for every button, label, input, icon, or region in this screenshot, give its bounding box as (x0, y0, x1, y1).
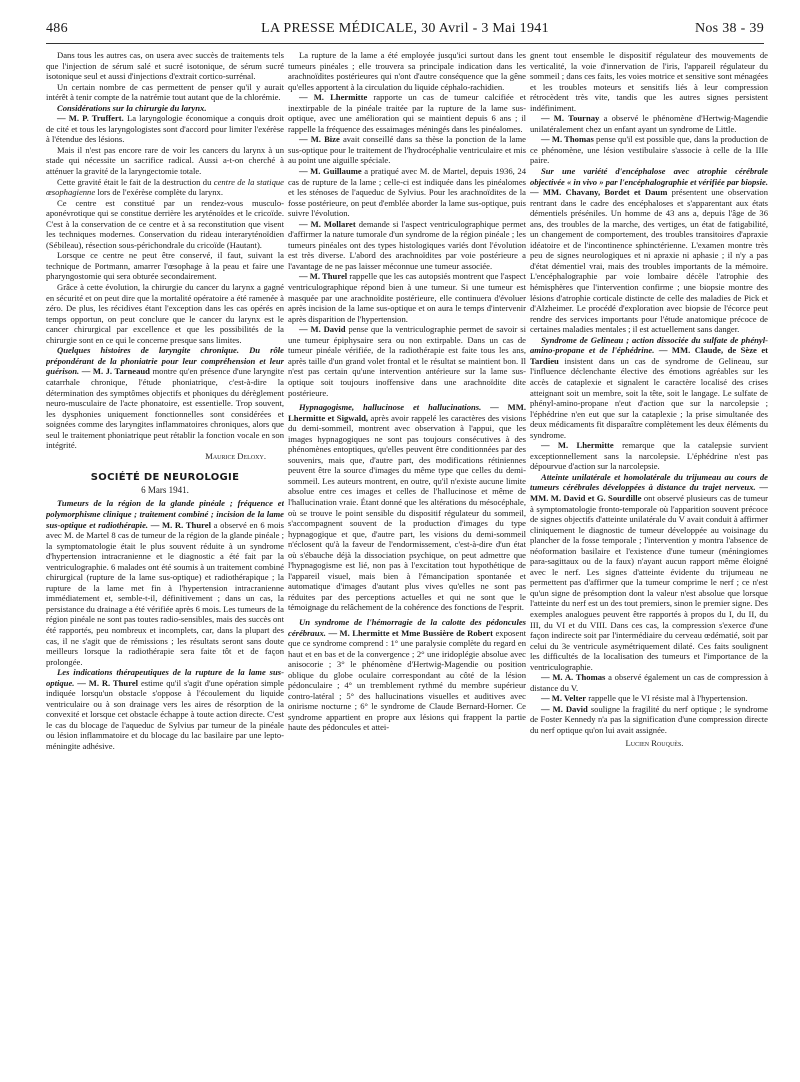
paragraph: — M. Mollaret demande si l'aspect ventriculographique permet d'affirmer la nature tumorale d'un syndrome de la région pinéale ; les tumeurs pinéales ont des types histologiques variés dont l'évolution est très diverse. L'abord des arachnoïdites par voie postérieure a l'avantage de ne pas laisser méconnue une tumeur associée. (288, 218, 526, 271)
column-1 (46, 50, 284, 1070)
paragraph: La rupture de la lame a été employée jusqu'ici surtout dans les tumeurs pinéales ; elle trouvera sa principale indication dans les arachnoïdites postérieures qui n'ont d'autre conséquence que la gêne qu'elles apportent à la circulation du liquide céphalo-rachidien. (288, 50, 526, 92)
author: — MM. Claude, de Sèze et Tardieu (530, 345, 768, 366)
paragraph: — M. Thurel rappelle que les cas autopsiés montrent que l'aspect ventriculographique répond bien à une tumeur. Si une tumeur est masquée par une arachnoïdite postérieure, elle continuera d'évoluer après incision de la lame sus-optique et on aura le temps d'intervenir après disparition de l'hypertension. (288, 271, 526, 324)
section-heading: Un syndrome de l'hémorragie de la calotte des pédoncules cérébraux. — M. Lhermitte et Mme Bussière de Robert exposent que ce syndrome comprend : 1° une paralysie complète du regard en haut et en bas et de la convergence ; 2° une iridoplégie absolue avec anisocorie ; 3° le phénomène d'Hertwig-Magendie ou position oblique du globe oculaire correspondant au côté de la lésion pédonculaire ; 4° un tremblement rythmé du membre supérieur contro-latéral ; 5° des hallucinations visuelles et auditives avec onirisme nocturne ; 6° le syndrome de Claude Bernard-Horner. Ce syndrome appartient en propre aux lésions qui frappent la partie haute des pédoncules et attei- (288, 616, 526, 733)
section-heading: Les indications thérapeutiques de la rupture de la lame sus-optique. — M. R. Thurel estime qu'il s'agit d'une opération simple indiquée lorsqu'un obstacle s'oppose à l'écoulement du liquide ventriculaire ou à son drainage vers les aires de résorption de la convexité et lorsque cet obstacle échappe à toute action directe. C'est le cas du blocage de l'aqueduc de Sylvius par tumeur de la pinéale ou lésion inflammatoire et du blocage du lac basilaire par une lepto-méningite adhésive. (46, 667, 284, 751)
session-date: 6 Mars 1941. (141, 484, 189, 495)
author: — M. A. Thomas (541, 672, 606, 683)
author: — M. David (299, 324, 346, 335)
page-number: 486 (46, 21, 68, 36)
paragraph: Cette gravité était le fait de la destruction du centre de la statique œsophagienne lors de l'exérèse complète du larynx. (46, 176, 284, 198)
paragraph: — M. A. Thomas a observé également un cas de compression à distance du V. (530, 672, 768, 693)
paragraph: Dans tous les autres cas, on usera avec succès de traitements tels que l'injection de sérum salé et sucré isotonique, de sérum sucré isotonique seul et aussi d'injections d'extrait cortico-surrénal. (46, 50, 284, 82)
section-heading: Syndrome de Gelineau ; action dissociée du sulfate de phényl-amino-propane et de l'éphédrine. — MM. Claude, de Sèze et Tardieu insistent dans un cas de syndrome de Gelineau, sur l'influence déclenchante élective des émotions agréables sur les accès de cataplexie et signalent le caractère localisé des crises atteignant soit un membre, soit la tête, soit le langage. Le sulfate de phényl-amino-propane n'eut d'action que sur la narcolepsie ; l'éphédrine n'en eut que sur la cataplexie ; la prise simultanée des deux médicaments fit disparaître complètement les deux éléments du syndrome. (530, 334, 768, 440)
author: — M. Lhermitte (299, 92, 368, 103)
author: — MM. Chavany, Bordet et Daum (530, 187, 668, 198)
author: — M. J. Tarneaud (81, 366, 150, 377)
paragraph: Ce centre est constitué par un rendez-vous musculo-aponévrotique qui se constitue derrière les aryténoïdes et le cricoïde. C'est à la conservation de ce centre et à sa reconstitution que visent les techniques modernes. Conservation du rideau interaryténoïdien (Sébileau), résection sous-périchondrale du cricoïde (Hautant). (46, 197, 284, 250)
paragraph: — M. Lhermitte rapporte un cas de tumeur calcifiée et inextirpable de la pinéale traitée par la rupture de la lame sus-optique, avec une amélioration qui se maintient depuis 6 ans ; il rappelle la fréquence des essaimages méningés dans les pinéalomes. (288, 92, 526, 134)
paragraph: — M. David souligne la fragilité du nerf optique ; le syndrome de Foster Kennedy n'a pas la signification d'une compression directe du nerf optique qu'on lui avait assignée. (530, 703, 768, 735)
column-3 (530, 50, 768, 1070)
section-heading: Tumeurs de la région de la glande pinéale ; fréquence et polymorphisme clinique ; traitement combiné ; incision de la lame sus-optique et radiothérapie. — M. R. Thurel a observé en 6 mois avec M. de Martel 8 cas de tumeur de la région de la glande pinéale ; la symptomatologie était le plus souvent réduite à un syndrome d'hypertension intracranienne et le diagnostic a été fait par la ventriculographie. 6 malades ont été soumis à un traitement combiné chirurgical (rupture de la lame sus-optique) et radiothérapique ; la rupture de la lame met fin à l'hypertension intracranienne immédiatement et, semble-t-il, définitivement ; dans un cas, la persistance du drainage a été vérifiée après 6 mois. Les tumeurs de la région pinéale ne sont pas toutes radio-sensibles, mais des succès ont été rapportés, peu nombreux et incomplets, car, dans la plupart des cas, il ne s'agit que de rémissions ; les résultats seront sans doute meilleurs lorsque la radiothérapie sera faite tôt et de façon prolongée. (46, 498, 284, 667)
paragraph: gnent tout ensemble le dispositif régulateur des mouvements de verticalité, la voie d'innervation de l'iris, l'appareil régulateur du sommeil ; dans ces faits, les voies motrice et sensitive sont ménagées et les troubles moteurs et sensitifs liés à leur compression rétrocèdent très vite, tandis que les autres signes persistent indéfiniment. (530, 50, 768, 113)
author: — M. R. Thurel (77, 677, 139, 688)
paragraph: — M. Bize avait conseillé dans sa thèse la ponction de la lame sus-optique pour le traitement de l'hydrocéphalie ventriculaire et mis au point une aiguille spéciale. (288, 134, 526, 166)
author: — M. Guillaume (299, 166, 362, 177)
author: — MM. Lhermitte et Sigwald, (288, 402, 526, 423)
signature: Maurice Deloxy. (205, 450, 266, 461)
society-title: SOCIÉTÉ DE NEUROLOGIE (90, 472, 240, 484)
signature: Lucien Rouquès. (625, 737, 684, 748)
paragraph: Grâce à cette évolution, la chirurgie du cancer du larynx a gagné en sécurité et on peut dire que la mortalité opératoire a été ramenée à zéro. De plus, les récidives étant l'exception dans les cas opérés en temps opportun, on peut conclure que le cancer du larynx est le cancer chirurgical par excellence et que les possibilités de la chirurgie sont en ce qui le concerne presque sans limites. (46, 282, 284, 345)
paragraph: — M. Tournay a observé le phénomène d'Hertwig-Magendie unilatéralement chez un enfant ayant un syndrome de Little. (530, 113, 768, 134)
section-heading: Hypnagogisme, hallucinose et hallucinations. — MM. Lhermitte et Sigwald, après avoir rappelé les caractères des visions du demi-sommeil, montrent avec observation à l'appui, que les images hypnagogiques ne sont pas toujours consécutives à des phénomènes entoptiques, qu'elles peuvent être conditionnées par des souvenirs, mais que, d'autre part, des modifications rétiniennes peuvent être la source d'images du même type que celles du demi-sommeil. Les auteurs montrent, en outre, qu'il n'existe aucune limite absolue entre ces images et celles de l'hallucinose et même de l'hallucination vraie. Étant donné que les altérations du mésocéphale, où se trouve le point sensible du dispositif régulateur du sommeil, s'accompagnent souvent de la production d'images du type hypnagogique et que, d'autre part, les visions du demi-sommeil n'éclosent qu'à la faveur de l'endormissement, c'est-à-dire d'un état où s'ébauche déjà la dissociation psychique, on peut admettre que l'hypnagogisme est lié, non pas à l'excitation tout hypothétique de l'appareil visuel, mais bien à l'émancipation spontanée et automatique d'images d'autant plus vives qu'elles ne sont pas réduites par des perceptions actuelles et qui ne sont que le témoignage du relâchement de la cohérence des fonctions de l'esprit. (288, 402, 526, 613)
author: — M. Mollaret (299, 218, 356, 229)
header-rule (46, 43, 764, 44)
author: — M. Tournay (541, 113, 600, 124)
author: — M. David (541, 703, 588, 714)
author: — M. Thurel (299, 271, 348, 282)
author: — M. Bize (299, 134, 340, 145)
emphasis: centre de la statique œsophagienne (46, 176, 284, 198)
author: — M. Lhermitte (541, 440, 614, 451)
paragraph: — M. Velter rappelle que le VI résiste mal à l'hypertension. (541, 693, 748, 704)
page-header (46, 18, 764, 40)
column-2 (288, 50, 526, 1070)
author: — MM. M. David et G. Sourdille (530, 482, 768, 503)
paragraph: — M. Thomas pense qu'il est possible que, dans la production de ce phénomène, une lésion vestibulaire s'associe à celle de la IIIe paire. (530, 134, 768, 166)
author: — M. R. Thurel (150, 519, 211, 530)
section-heading: Atteinte unilatérale et homolatérale du trijumeau au cours de tumeurs cérébrales développées à distance du trajet nerveux. — MM. M. David et G. Sourdille ont observé plusieurs cas de tumeur à symptomatologie fronto-temporale où l'apparition souvent précoce de signes objectifs d'atteinte unilatérale du V avait conduit à affirmer cliniquement le diagnostic de tumeur développée au voisinage du plancher de la fosse temporale ; l'intervention y montra l'absence de néoformation basilaire et l'existence d'une tumeur (méningiomes para-sagittaux ou de la faux) n'ayant aucun rapport même éloigné avec le nerf. Les signes d'atteinte évidente du trijumeau ne permettent pas d'affirmer que la tumeur comprime le nerf ; ce n'est qu'un signe de présomption dont la valeur n'est absolue que lorsque l'atteinte du nerf est un des tout premiers, sinon le premier signe. Des exemples analogues peuvent être rapportés à propos du I, du II, du III, du VI et du VIII. Dans ces cas, la compression s'exerce d'une façon indirecte soit par l'intermédiaire du cerveau œdématié, soit par celui du 3e ventricule asymétriquement dilaté. Ces faits soulignent les difficultés de la localisation des tumeurs et l'importance de la ventriculographie. (530, 471, 768, 672)
section-heading: Considérations sur la chirurgie du larynx. (57, 102, 207, 113)
paragraph: Lorsque ce centre ne peut être conservé, il faut, suivant la technique de Portmann, amarrer l'œsophage à la peau et faire une pharyngostomie qui sera obturée secondairement. (46, 250, 284, 282)
section-heading: Sur une variété d'encéphalose avec atrophie cérébrale objectivée « in vivo » par l'encéphalographie et vérifiée par biopsie. — MM. Chavany, Bordet et Daum présentent une observation rentrant dans le cadre des encéphaloses et s'apparentant aux états démentiels préséniles. Un homme de 43 ans a, depuis l'âge de 36 ans, des troubles de la marche, des vertiges, un état de fatigabilité, un changement de comportement, des troubles transitoires d'apraxie idéatoire et de l'incontinence sphinctérienne. L'examen montre très peu de signes neurologiques et ni apraxie ni aphasie ; il n'y a pas d'état démentiel vrai, mais des troubles importants de la mémoire. L'encéphalographie par voie lombaire décèle l'atrophie des hémisphères que l'intervention confirme ; une biopsie montre des lésions d'atrophie corticale distincte de celle des maladies de Pick et d'Alzheimer. Le procédé d'exploration avec biopsie de l'écorce peut rendre des services importants pour l'étude anatomique précoce de certaines maladies mentales ; il est actuellement sans danger. (530, 166, 768, 335)
paragraph: — M. Guillaume a pratiqué avec M. de Martel, depuis 1936, 24 cas de rupture de la lame ; celle-ci est indiquée dans les pinéalomes et les sténoses de l'aqueduc de Sylvius. Pour les arachnoïdites de la fosse postérieure, on peut d'emblée aborder la lame sus-optique, puis suivre l'évolution. (288, 166, 526, 219)
author: — M. Velter (541, 693, 587, 704)
author: — M. Lhermitte et Mme Bussière de Robert (328, 627, 493, 638)
paragraph: — M. David pense que la ventriculographie permet de savoir si une tumeur épiphysaire sera ou non extirpable. Dans un cas de tumeur pinéale vérifiée, de la radiothérapie est faite tous les ans, après taille d'un grand volet frontal et le résultat se maintient bon. Il n'est pas certain qu'une intervention antérieure sur la lame sus-optique soit toujours inoffensive dans une arachnoïdite dite postérieure. (288, 324, 526, 398)
paragraph: — M. Lhermitte remarque que la catalepsie survient exceptionnellement sans la narcolepsie. L'éphédrine n'est pas dépourvue d'action sur la narcolepsie. (530, 440, 768, 472)
journal-title: LA PRESSE MÉDICALE, 30 Avril - 3 Mai 1941 (261, 21, 549, 36)
paragraph: — M. P. Truffert. La laryngologie économique a conquis droit de cité et tous les laryngologistes sont d'accord pour limiter l'exérèse à l'étendue des lésions. (46, 113, 284, 145)
section-heading: Quelques histoires de laryngite chronique. Du rôle prépondérant de la phoniatrie pour leur compréhension et leur guérison. — M. J. Tarneaud montre qu'en présence d'une laryngite catarrhale chronique, l'étude phoniatrique, c'est-à-dire la détermination des symptômes objectifs et phoniques du dérèglement neuro-musculaire de l'acte phonatoire, est essentielle. Trop souvent, les dysphonies uniquement fonctionnelles sont considérées et soignées comme des laryngites inflammatoires chroniques, alors que seul le traitement phoniatrique peut rétablir la fonction vocale en son intégrité. (46, 345, 284, 451)
paragraph: Mais il n'est pas encore rare de voir les cancers du larynx à un stade qui nécessite un sacrifice radical. Aussi a-t-on cherché à atténuer la gravité de la laryngectomie totale. (46, 144, 284, 177)
author: — M. P. Truffert. (57, 113, 124, 124)
author: — M. Thomas (541, 134, 594, 145)
issue-number: Nos 38 - 39 (694, 21, 764, 36)
paragraph: Un certain nombre de cas permettent de penser qu'il y aurait intérêt à tenir compte de la natrémie tout autant que de la chlorémie. (46, 81, 284, 103)
